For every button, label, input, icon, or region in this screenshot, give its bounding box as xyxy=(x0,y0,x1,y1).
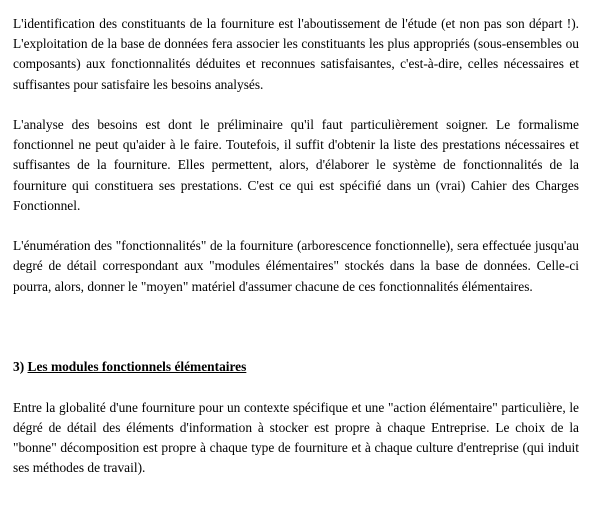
paragraph-spacer xyxy=(13,216,579,236)
section-spacer xyxy=(13,297,579,358)
paragraph-spacer xyxy=(13,95,579,115)
paragraph-identification: L'identification des constituants de la fourniture est l'aboutissement de l'étude (et non pas son départ !). L'exploitation de la base de données fera associer les constituants les plus appropriés (sous-ensembles ou composants) aux fonctionnalités déduites et reconnues satisfaisantes, c'est-à-dire, celles nécessaires et suffisantes pour satisfaire les besoins analysés. xyxy=(13,16,579,92)
section-number: 3) xyxy=(13,359,25,375)
document-page xyxy=(13,14,579,479)
paragraph-globalite: Entre la globalité d'une fourniture pour un contexte spécifique et une "action élémentaire" particulière, le dégré de détail des éléments d'information à stocker est propre à chaque Entreprise. Le choix de la "bonne" décomposition est propre à chaque type de fourniture et à chaque culture d'entreprise (qui induit ses méthodes de travail). xyxy=(13,399,579,476)
section-title: Les modules fonctionnels élémentaires xyxy=(27,359,247,375)
paragraph-spacer xyxy=(13,378,579,398)
section-heading xyxy=(13,357,579,377)
paragraph-enumeration: L'énumération des "fonctionnalités" de la fourniture (arborescence fonctionnelle), sera effectuée jusqu'au degré de détail correspondant aux "modules élémentaires" stockés dans la base de données. Celle-ci pourra, alors, donner le "moyen" matériel d'assumer chacune de ces fonctionnalités élémentaires. xyxy=(13,238,579,294)
paragraph-analyse-besoins: L'analyse des besoins est dont le préliminaire qu'il faut particulièrement soigner. Le formalisme fonctionnel ne peut qu'aider à le faire. Toutefois, il suffit d'obtenir la liste des prestations nécessaires et suffisantes de la fourniture. Elles permettent, alors, d'élaborer le système de fonctionnalités de la fourniture qui constituera ses prestations. C'est ce qui est spécifié dans un (vrai) Cahier des Charges Fonctionnel. xyxy=(13,117,579,213)
